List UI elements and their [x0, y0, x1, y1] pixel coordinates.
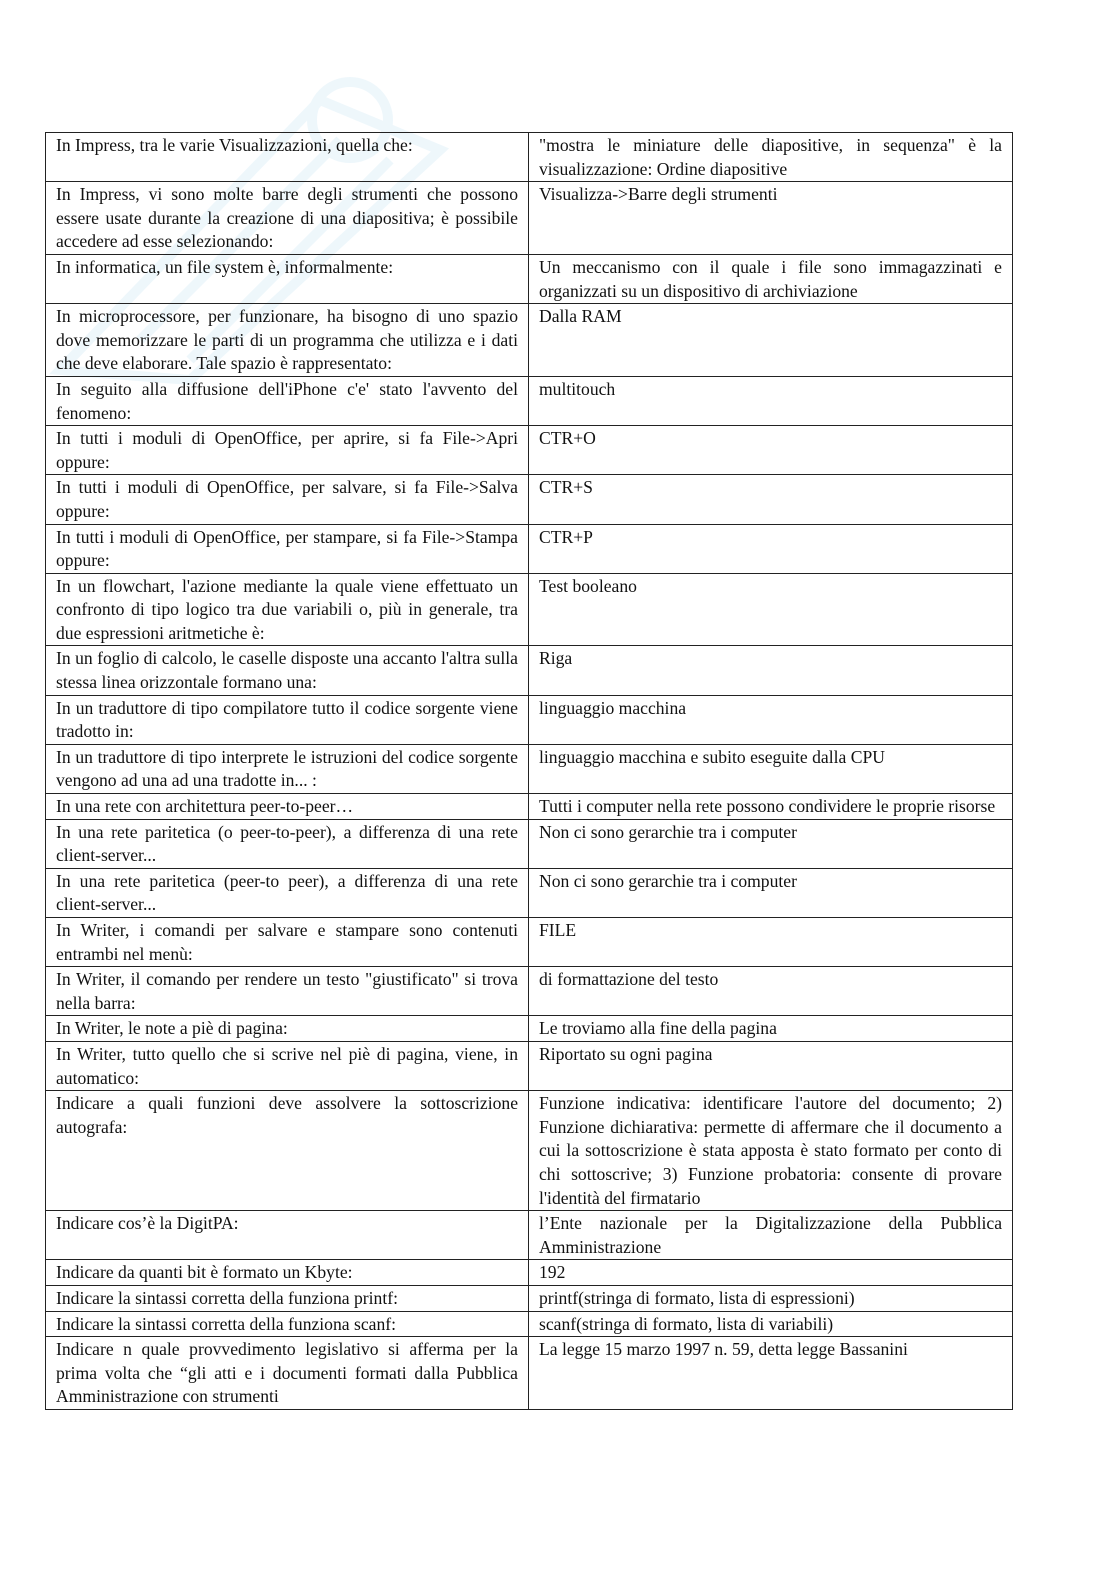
- question-cell: In una rete paritetica (peer-to peer), a differenza di una rete client-server...: [46, 868, 529, 917]
- answer-cell: Test booleano: [529, 573, 1013, 646]
- table-row: [46, 695, 1013, 744]
- answer-cell: scanf(stringa di formato, lista di variabili): [529, 1311, 1013, 1337]
- answer-cell: Dalla RAM: [529, 304, 1013, 377]
- table-row: [46, 1091, 1013, 1211]
- question-cell: Indicare da quanti bit è formato un Kbyte:: [46, 1260, 529, 1286]
- question-cell: In un traduttore di tipo compilatore tutto il codice sorgente viene tradotto in:: [46, 695, 529, 744]
- table-row: [46, 1260, 1013, 1286]
- answer-cell: CTR+O: [529, 426, 1013, 475]
- table-row: [46, 475, 1013, 524]
- answer-cell: Un meccanismo con il quale i file sono immagazzinati e organizzati su un dispositivo di archiviazione: [529, 254, 1013, 303]
- table-row: [46, 868, 1013, 917]
- question-cell: In Impress, tra le varie Visualizzazioni, quella che:: [46, 133, 529, 182]
- table-row: [46, 133, 1013, 182]
- answer-cell: linguaggio macchina: [529, 695, 1013, 744]
- table-row: [46, 1337, 1013, 1410]
- question-cell: In una rete paritetica (o peer-to-peer), a differenza di una rete client-server...: [46, 819, 529, 868]
- question-cell: In Writer, i comandi per salvare e stampare sono contenuti entrambi nel menù:: [46, 918, 529, 967]
- answer-cell: Funzione indicativa: identificare l'autore del documento; 2) Funzione dichiarativa: permette di affermare che il documento a cui la sottoscrizione è stata apposta è stato formato per conto di chi sottoscrive; 3) Funzione probatoria: consente di provare l'identità del firmatario: [529, 1091, 1013, 1211]
- question-cell: In informatica, un file system è, informalmente:: [46, 254, 529, 303]
- table-row: [46, 918, 1013, 967]
- question-cell: Indicare la sintassi corretta della funziona printf:: [46, 1285, 529, 1311]
- table-row: [46, 426, 1013, 475]
- answer-cell: Visualizza->Barre degli strumenti: [529, 182, 1013, 255]
- question-cell: In seguito alla diffusione dell'iPhone c'e' stato l'avvento del fenomeno:: [46, 376, 529, 425]
- table-row: [46, 573, 1013, 646]
- question-cell: In tutti i moduli di OpenOffice, per aprire, si fa File->Apri oppure:: [46, 426, 529, 475]
- question-cell: In tutti i moduli di OpenOffice, per salvare, si fa File->Salva oppure:: [46, 475, 529, 524]
- qa-table-body: [46, 133, 1013, 1410]
- answer-cell: 192: [529, 1260, 1013, 1286]
- answer-cell: printf(stringa di formato, lista di espressioni): [529, 1285, 1013, 1311]
- table-row: [46, 376, 1013, 425]
- question-cell: Indicare n quale provvedimento legislativo si afferma per la prima volta che “gli atti e i documenti formati dalla Pubblica Amministrazione con strumenti: [46, 1337, 529, 1410]
- table-row: [46, 1016, 1013, 1042]
- question-cell: Indicare a quali funzioni deve assolvere la sottoscrizione autografa:: [46, 1091, 529, 1211]
- table-row: [46, 794, 1013, 820]
- table-row: [46, 744, 1013, 793]
- answer-cell: FILE: [529, 918, 1013, 967]
- question-cell: In Writer, tutto quello che si scrive nel piè di pagina, viene, in automatico:: [46, 1041, 529, 1090]
- answer-cell: La legge 15 marzo 1997 n. 59, detta legge Bassanini: [529, 1337, 1013, 1410]
- question-cell: In un foglio di calcolo, le caselle disposte una accanto l'altra sulla stessa linea orizzontale formano una:: [46, 646, 529, 695]
- answer-cell: Non ci sono gerarchie tra i computer: [529, 868, 1013, 917]
- answer-cell: linguaggio macchina e subito eseguite dalla CPU: [529, 744, 1013, 793]
- table-row: [46, 1041, 1013, 1090]
- answer-cell: Non ci sono gerarchie tra i computer: [529, 819, 1013, 868]
- table-row: [46, 254, 1013, 303]
- answer-cell: l’Ente nazionale per la Digitalizzazione della Pubblica Amministrazione: [529, 1211, 1013, 1260]
- qa-table: [45, 132, 1013, 1410]
- table-row: [46, 967, 1013, 1016]
- answer-cell: di formattazione del testo: [529, 967, 1013, 1016]
- question-cell: In un traduttore di tipo interprete le istruzioni del codice sorgente vengono ad una ad una tradotte in... :: [46, 744, 529, 793]
- question-cell: Indicare la sintassi corretta della funziona scanf:: [46, 1311, 529, 1337]
- table-row: [46, 646, 1013, 695]
- answer-cell: multitouch: [529, 376, 1013, 425]
- question-cell: Indicare cos’è la DigitPA:: [46, 1211, 529, 1260]
- table-row: [46, 304, 1013, 377]
- table-row: [46, 524, 1013, 573]
- answer-cell: Tutti i computer nella rete possono condividere le proprie risorse: [529, 794, 1013, 820]
- question-cell: In un flowchart, l'azione mediante la quale viene effettuato un confronto di tipo logico tra due variabili o, più in generale, tra due espressioni aritmetiche è:: [46, 573, 529, 646]
- answer-cell: Riga: [529, 646, 1013, 695]
- question-cell: In tutti i moduli di OpenOffice, per stampare, si fa File->Stampa oppure:: [46, 524, 529, 573]
- table-row: [46, 819, 1013, 868]
- table-row: [46, 1285, 1013, 1311]
- question-cell: In Writer, le note a piè di pagina:: [46, 1016, 529, 1042]
- table-row: [46, 1211, 1013, 1260]
- answer-cell: Riportato su ogni pagina: [529, 1041, 1013, 1090]
- answer-cell: CTR+P: [529, 524, 1013, 573]
- question-cell: In microprocessore, per funzionare, ha bisogno di uno spazio dove memorizzare le parti di un programma che utilizza e i dati che deve elaborare. Tale spazio è rappresentato:: [46, 304, 529, 377]
- table-row: [46, 1311, 1013, 1337]
- table-row: [46, 182, 1013, 255]
- answer-cell: "mostra le miniature delle diapositive, in sequenza" è la visualizzazione: Ordine diapositive: [529, 133, 1013, 182]
- answer-cell: Le troviamo alla fine della pagina: [529, 1016, 1013, 1042]
- answer-cell: CTR+S: [529, 475, 1013, 524]
- question-cell: In una rete con architettura peer-to-peer…: [46, 794, 529, 820]
- question-cell: In Impress, vi sono molte barre degli strumenti che possono essere usate durante la creazione di una diapositiva; è possibile accedere ad esse selezionando:: [46, 182, 529, 255]
- question-cell: In Writer, il comando per rendere un testo "giustificato" si trova nella barra:: [46, 967, 529, 1016]
